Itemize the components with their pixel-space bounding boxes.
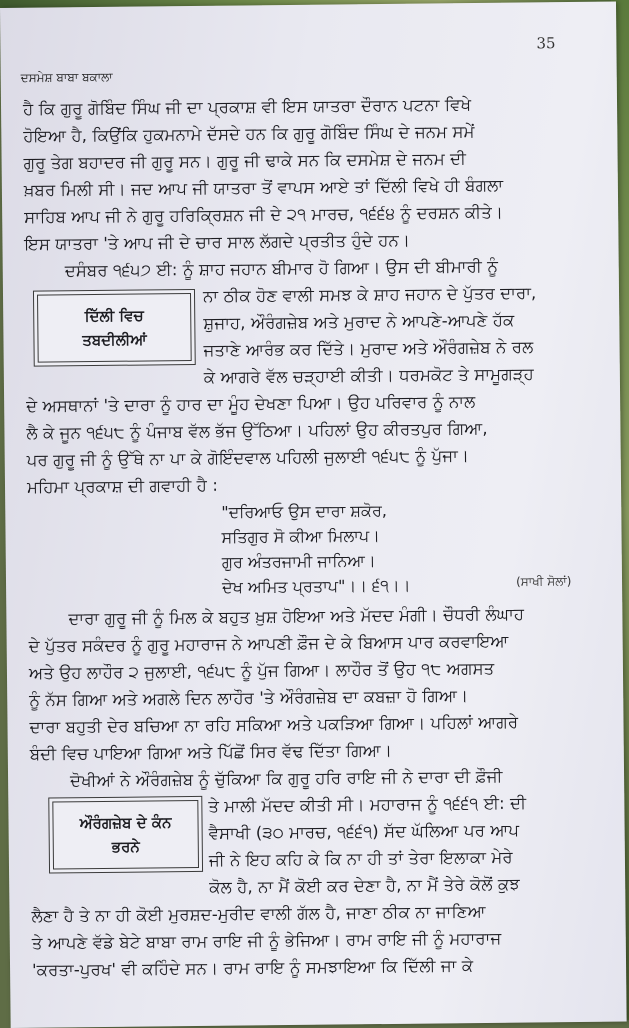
text-line: ਦਾਰਾ ਬਹੁਤੀ ਦੇਰ ਬਚਿਆ ਨਾ ਰਹਿ ਸਕਿਆ ਅਤੇ ਪਕੜਿਆ ਗਿਆ। ਪਹਿਲਾਂ ਆਗਰੇ (29, 712, 519, 737)
text-line: ਦੇ ਪੁੱਤਰ ਸਕੰਦਰ ਨੂੰ ਗੁਰੂ ਮਹਾਰਾਜ ਨੇ ਆਪਣੀ ਫ਼ੌਜ ਦੇ ਕੇ ਬਿਆਸ ਪਾਰ ਕਰਵਾਇਆ (28, 631, 509, 656)
sidebox-title-line: ਔਰੰਗਜ਼ੇਬ ਦੇ ਕੰਨ (79, 813, 172, 833)
sidebox-title-line: ਦਿੱਲੀ ਵਿਚ (84, 306, 144, 326)
quote-line: ਦੇਖ ਅਮਿਤ ਪ੍ਰਤਾਪ"।। ੬੧।। (221, 575, 411, 597)
quote-line: "ਦਰਿਆਓ ਉਸ ਦਾਰਾ ਸ਼ਕੋਰ, (221, 500, 387, 522)
text-line: ਇਸ ਯਾਤਰਾ 'ਤੇ ਆਪ ਜੀ ਦੇ ਚਾਰ ਸਾਲ ਲੱਗਦੇ ਪ੍ਰਤੀਤ ਹੁੰਦੇ ਹਨ। (24, 230, 411, 254)
text-line: ਲੈਣਾ ਹੈ ਤੇ ਨਾ ਹੀ ਕੋਈ ਮੁਰਸ਼ਦ-ਮੁਰੀਦ ਵਾਲੀ ਗੱਲ ਹੈ, ਜਾਣਾ ਠੀਕ ਨਾ ਜਾਣਿਆ (31, 901, 486, 926)
text-line: ਤੇ ਆਪਣੇ ਵੱਡੇ ਬੇਟੇ ਬਾਬਾ ਰਾਮ ਰਾਇ ਜੀ ਨੂੰ ਭੇਜਿਆ। ਰਾਮ ਰਾਇ ਜੀ ਨੂੰ ਮਹਾਰਾਜ (31, 928, 502, 953)
text-line: 'ਕਰਤਾ-ਪੁਰਖ' ਵੀ ਕਹਿੰਦੇ ਸਨ। ਰਾਮ ਰਾਇ ਨੂੰ ਸਮਝਾਇਆ ਕਿ ਦਿੱਲੀ ਜਾ ਕੇ (31, 956, 474, 980)
text-line: ਕੇ ਆਗਰੇ ਵੱਲ ਚੜ੍ਹਾਈ ਕੀਤੀ। ਧਰਮਕੋਟ ਤੇ ਸਾਮੂਗੜ੍ਹ (203, 364, 534, 387)
text-line: ਸਾਹਿਬ ਆਪ ਜੀ ਨੇ ਗੁਰੂ ਹਰਿਕ੍ਰਿਸ਼ਨ ਜੀ ਦੇ ੨੧ ਮਾਰਚ, ੧੬੬੪ ਨੂੰ ਦਰਸ਼ਨ ਕੀਤੇ। (24, 202, 504, 227)
book-page (0, 2, 627, 1028)
text-line: ਨੂੰ ਨੱਸ ਗਿਆ ਅਤੇ ਅਗਲੇ ਦਿਨ ਲਾਹੌਰ 'ਤੇ ਔਰੰਗਜ਼ੇਬ ਦਾ ਕਬਜ਼ਾ ਹੋ ਗਿਆ। (29, 686, 469, 710)
text-line: ਅਤੇ ਉਹ ਲਾਹੌਰ ੨ ਜੁਲਾਈ, ੧੬੫੮ ਨੂੰ ਪੁੱਜ ਗਿਆ। ਲਾਹੌਰ ਤੋਂ ਉਹ ੧੮ ਅਗਸਤ (28, 658, 495, 683)
quote-line: ਗੁਰ ਅੰਤਰਜਾਮੀ ਜਾਨਿਆ। (221, 551, 376, 572)
text-line: ਜਤਾਣੇ ਆਰੰਭ ਕਰ ਦਿੱਤੇ। ਮੁਰਾਦ ਅਤੇ ਔਰੰਗਜ਼ੇਬ ਨੇ ਰਲ (203, 337, 534, 360)
text-line: ਮਹਿਮਾ ਪ੍ਰਕਾਸ਼ ਦੀ ਗਵਾਹੀ ਹੈ : (26, 475, 219, 497)
quote-source: (ਸਾਖੀ ਸੋਲਾਂ) (515, 574, 572, 589)
sidebox-delhi-changes (33, 289, 196, 367)
text-line: ਹੈ ਕਿ ਗੁਰੂ ਗੋਬਿੰਦ ਸਿੰਘ ਜੀ ਦਾ ਪ੍ਰਕਾਸ਼ ਵੀ ਇਸ ਯਾਤਰਾ ਦੌਰਾਨ ਪਟਨਾ ਵਿਖੇ (22, 95, 472, 119)
sidebox-aurangzeb (48, 796, 203, 874)
quote-line: ਸਤਿਗੁਰ ਸੋ ਕੀਆ ਮਿਲਾਪ। (221, 526, 380, 547)
text-line: ਜੀ ਨੇ ਇਹ ਕਹਿ ਕੇ ਕਿ ਨਾ ਹੀ ਤਾਂ ਤੇਰਾ ਇਲਾਕਾ ਮੇਰੇ (208, 847, 513, 870)
text-line: ਸ਼ੁਜਾਹ, ਔਰੰਗਜ਼ੇਬ ਅਤੇ ਮੁਰਾਦ ਨੇ ਆਪਣੇ-ਆਪਣੇ ਹੱਕ (203, 310, 515, 333)
running-header: ਦਸਮੇਸ਼ ਬਾਬਾ ਬਕਾਲਾ (20, 69, 113, 85)
text-line: ਪਰ ਗੁਰੂ ਜੀ ਨੂੰ ਉੱਥੇ ਨਾ ਪਾ ਕੇ ਗੋਇੰਦਵਾਲ ਪਹਿਲੀ ਜੁਲਾਈ ੧੬੫੮ ਨੂੰ ਪੁੱਜਾ। (26, 446, 470, 470)
text-line: ਤੇ ਮਾਲੀ ਮੱਦਦ ਕੀਤੀ ਸੀ। ਮਹਾਰਾਜ ਨੂੰ ੧੬੬੧ ਈ: ਦੀ (208, 793, 527, 816)
text-line: ਕੋਲ ਹੈ, ਨਾ ਮੈਂ ਕੋਈ ਕਰ ਦੇਣਾ ਹੈ, ਨਾ ਮੈਂ ਤੇਰੇ ਕੋਲੋਂ ਕੁਝ (209, 874, 520, 897)
text-line: ਖ਼ਬਰ ਮਿਲੀ ਸੀ। ਜਦ ਆਪ ਜੀ ਯਾਤਰਾ ਤੋਂ ਵਾਪਸ ਆਏ ਤਾਂ ਦਿੱਲੀ ਵਿਖੇ ਹੀ ਬੰਗਲਾ (23, 175, 504, 200)
text-line: ਦੋਖੀਆਂ ਨੇ ਔਰੰਗਜ਼ੇਬ ਨੂੰ ਚੁੱਕਿਆ ਕਿ ਗੁਰੂ ਹਰਿ ਰਾਇ ਜੀ ਨੇ ਦਾਰਾ ਦੀ ਫ਼ੌਜੀ (69, 766, 503, 791)
sidebox-title-line: ਭਰਨੇ (111, 837, 140, 856)
text-line: ਬੰਦੀ ਵਿਚ ਪਾਇਆ ਗਿਆ ਅਤੇ ਪਿੱਛੋਂ ਸਿਰ ਵੱਢ ਦਿੱਤਾ ਗਿਆ। (29, 740, 393, 764)
text-line: ਦਸੰਬਰ ੧੬੫੭ ਈ: ਨੂੰ ਸ਼ਾਹ ਜਹਾਨ ਬੀਮਾਰ ਹੋ ਗਿਆ। ਉਸ ਦੀ ਬੀਮਾਰੀ ਨੂੰ (64, 256, 499, 281)
text-line: ਦਾਰਾ ਗੁਰੂ ਜੀ ਨੂੰ ਮਿਲ ਕੇ ਬਹੁਤ ਖ਼ੁਸ਼ ਹੋਇਆ ਅਤੇ ਮੱਦਦ ਮੰਗੀ। ਚੌਧਰੀ ਲੰਘਾਹ (68, 604, 525, 629)
sidebox-title-line: ਤਬਦੀਲੀਆਂ (82, 330, 147, 350)
text-line: ਵੈਸਾਖੀ (੩੦ ਮਾਰਚ, ੧੬੬੧) ਸੱਦ ਘੱਲਿਆ ਪਰ ਆਪ (208, 820, 520, 843)
text-line: ਗੁਰੂ ਤੇਗ ਬਹਾਦਰ ਜੀ ਗੁਰੂ ਸਨ। ਗੁਰੂ ਜੀ ਢਾਕੇ ਸਨ ਕਿ ਦਸਮੇਸ਼ ਦੇ ਜਨਮ ਦੀ (23, 149, 467, 173)
text-line: ਦੇ ਅਸਥਾਨਾਂ 'ਤੇ ਦਾਰਾ ਨੂੰ ਹਾਰ ਦਾ ਮੂੰਹ ਦੇਖਣਾ ਪਿਆ। ਉਹ ਪਰਿਵਾਰ ਨੂੰ ਨਾਲ (26, 392, 476, 416)
text-line: ਨਾ ਠੀਕ ਹੋਣ ਵਾਲੀ ਸਮਝ ਕੇ ਸ਼ਾਹ ਜਹਾਨ ਦੇ ਪੁੱਤਰ ਦਾਰਾ, (202, 283, 537, 306)
text-line: ਲੈ ਕੇ ਜੂਨ ੧੬੫੮ ਨੂੰ ਪੰਜਾਬ ਵੱਲ ਭੱਜ ਉੱਠਿਆ। ਪਹਿਲਾਂ ਉਹ ਕੀਰਤਪੁਰ ਗਿਆ, (26, 418, 488, 443)
page-number: 35 (536, 34, 556, 53)
text-line: ਹੋਇਆ ਹੈ, ਕਿਉਂਕਿ ਹੁਕਮਨਾਮੇ ਦੱਸਦੇ ਹਨ ਕਿ ਗੁਰੂ ਗੋਬਿੰਦ ਸਿੰਘ ਦੇ ਜਨਮ ਸਮੇਂ (23, 122, 475, 146)
